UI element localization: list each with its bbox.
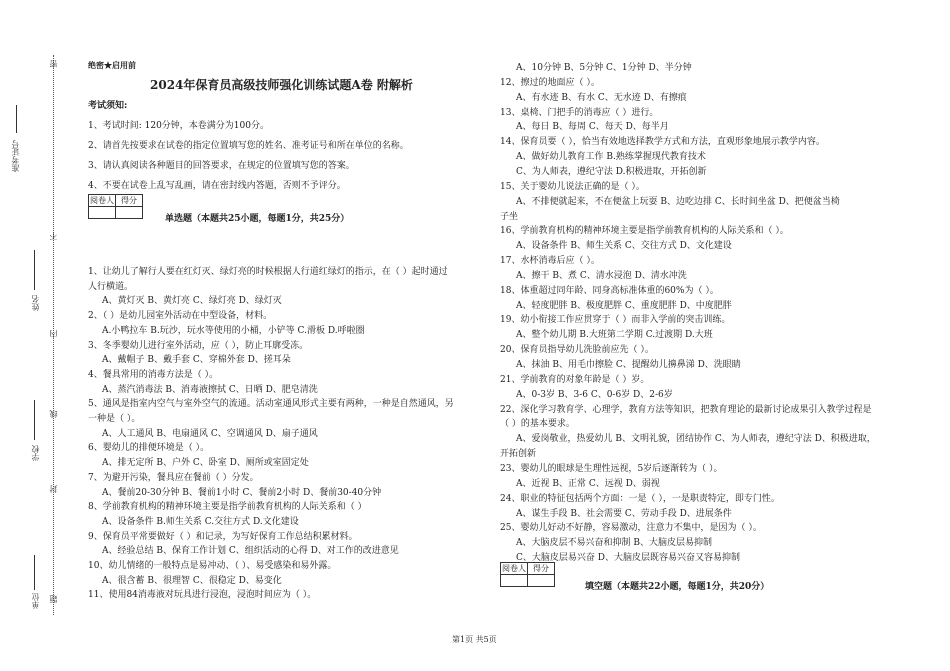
score-cell: 得分	[528, 563, 555, 575]
name-underline	[34, 250, 35, 290]
notice-heading: 考试须知:	[88, 101, 128, 111]
seal-char-4: 线	[49, 410, 58, 418]
unit-label: 单位	[31, 593, 40, 609]
page-title: 2024年保育员高级技师强化训练试题A卷 附解析	[150, 78, 413, 92]
question-line: A、蒸汽消毒法 B、消毒液擦拭 C、日晒 D、肥皂清洗	[102, 384, 318, 395]
question-line: 17、水杯消毒后应（ ）。	[500, 256, 600, 267]
notice-item: 4、不要在试卷上乱写乱画，请在密封线内答题，否则不予评分。	[88, 181, 346, 191]
school-underline	[34, 400, 35, 440]
secret-label: 绝密★启用前	[88, 60, 136, 70]
question-line: 11、使用84消毒液对玩具进行浸泡，浸泡时间应为（ ）。	[88, 590, 317, 601]
question-line: A、0-3岁 B、3-6 C、0-6岁 D、2-6岁	[516, 389, 673, 400]
grader-cell: 阅卷人	[502, 564, 526, 573]
question-line: 一种是（ ）。	[88, 414, 141, 424]
seal-char-1: 密	[49, 60, 58, 68]
question-line: A、10分钟 B、5分钟 C、1分钟 D、半分钟	[516, 63, 692, 73]
unit-underline	[34, 555, 35, 590]
page-number: 第1页 共5页	[452, 635, 497, 644]
question-line: C、为人师表，遵纪守法 D.积极进取，开拓创新	[516, 166, 707, 177]
question-line: 9、保育员平常要做好（ ）和记录，为写好保育工作总结积累材料。	[88, 531, 358, 542]
question-line: A、设备条件 B、师生关系 C、交往方式 D、文化建设	[516, 241, 732, 252]
question-line: 3、冬季婴幼儿进行室外活动，应（ ），防止耳廓受冻。	[88, 340, 309, 351]
question-line: A、大脑皮层不易兴奋和抑制 B、大脑皮层易抑制	[516, 538, 712, 549]
question-line: 22、深化学习教育学、心理学，教育方法等知识，把教育理论的最新讨论成果引入教学过程是	[500, 404, 872, 415]
question-line: A、不排便就起来，不在便盆上玩耍 B、边吃边排 C、长时间坐盆 D、把便盆当椅	[516, 196, 840, 207]
exam-no-label: 准考证号	[11, 140, 20, 172]
binding-sidebar	[0, 0, 60, 671]
question-line: A、有水迹 B、有水 C、无水迹 D、有擦痕	[516, 92, 687, 103]
question-line: 4、餐具常用的消毒方法是（ ）。	[88, 369, 219, 380]
question-line: 25、婴幼儿好动不好静，容易激动，注意力不集中，是因为（ ）。	[500, 523, 762, 534]
question-line: 1、让幼儿了解行人要在红灯灭、绿灯亮的时候根据人行道红绿灯的指示，在（ ）起时通过	[88, 267, 448, 277]
question-line: A、餐前20-30分钟 B、餐前1小时 C、餐前2小时 D、餐前30-40分钟	[102, 487, 382, 498]
question-line: 6、婴幼儿的排便环境是（ ）。	[88, 443, 210, 454]
seal-char-5: 封	[49, 485, 58, 493]
question-line: A、每日 B、每周 C、每天 D、每半月	[516, 122, 669, 133]
notice-item: 1、考试时间: 120分钟，本卷满分为100分。	[88, 121, 269, 131]
grader-cell: 阅卷人	[90, 196, 114, 205]
question-line: 19、幼小衔接工作应贯穿于（ ）而非入学前的突击训练。	[500, 315, 731, 326]
question-line: 8、学前教育机构的精神环境主要是指学前教育机构的人际关系和（ ）	[88, 502, 367, 513]
question-line: C、大脑皮层易兴奋 D、大脑皮层既容易兴奋又容易抑制	[516, 553, 740, 564]
question-line: A、整个幼儿期 B.大班第二学期 C.过渡期 D.大班	[516, 330, 713, 341]
question-line: A、排无定所 B、户外 C、卧室 D、厕所或室固定处	[102, 458, 309, 469]
score-blank	[116, 207, 143, 219]
seal-char-3: 内	[49, 330, 58, 338]
question-line: A、近视 B、正常 C、远视 D、弱视	[516, 478, 660, 489]
question-line: A、人工通风 B、电扇通风 C、空调通风 D、扇子通风	[102, 428, 318, 439]
question-line: A.小鸭拉车 B.玩沙，玩水等使用的小桶，小铲等 C.滑板 D.呼啦圈	[102, 325, 365, 336]
question-line: 21、学前教育的对象年龄是（ ）岁。	[500, 374, 650, 385]
question-line: 开拓创新	[500, 449, 537, 460]
question-line: 20、保育员指导幼儿洗脸前应先（ ）。	[500, 345, 654, 356]
question-line: 16、学前教育机构的精神环境主要是指学前教育机构的人际关系和（ ）。	[500, 226, 789, 237]
question-line: 14、保育员要（ ），恰当有效地选择教学方式和方法，直观形象地展示教学内容。	[500, 137, 825, 148]
seal-char-2: 不	[49, 232, 58, 240]
question-line: 2、（ ）是幼儿园室外活动在中型设备，材料。	[88, 311, 273, 322]
question-line: A、经验总结 B、保育工作计划 C、组织活动的心得 D、对工作的改进意见	[102, 546, 399, 557]
question-line: 子坐	[500, 211, 519, 222]
question-line: A、谋生手段 B、社会需要 C、劳动手段 D、进展条件	[516, 508, 732, 519]
seal-char-6: 题	[49, 595, 58, 603]
score-box-1	[88, 194, 143, 219]
question-line: A、做好幼儿教育工作 B.熟练掌握现代教育技术	[516, 152, 706, 163]
score-box-2	[500, 562, 555, 587]
question-line: A、很含蓄 B、很理智 C、很稳定 D、易变化	[102, 575, 282, 586]
question-line: A、擦干 B、煮 C、清水浸泡 D、清水冲洗	[516, 270, 687, 281]
question-line: 24、职业的特征包括两个方面：一是（ ），一是职责特定，即专门性。	[500, 493, 780, 504]
section1-title: 单选题（本题共25小题，每题1分，共25分）	[165, 214, 350, 224]
question-line: A、抹油 B、用毛巾擦脸 C、提醒幼儿擤鼻涕 D、洗眼睛	[516, 360, 741, 370]
question-line: A、轻度肥胖 B、极度肥胖 C、重度肥胖 D、中度肥胖	[516, 300, 732, 311]
score-blank	[528, 575, 555, 587]
notice-item: 2、请首先按要求在试卷的指定位置填写您的姓名、准考证号和所在单位的名称。	[88, 141, 409, 151]
question-line: （ ）的基本要求。	[500, 419, 575, 430]
question-line: 13、桌椅、门把手的消毒应（ ）进行。	[500, 107, 659, 118]
question-line: 15、关于婴幼儿说法正确的是（ ）。	[500, 181, 645, 192]
grader-blank	[89, 207, 116, 219]
question-line: A、黄灯灭 B、黄灯亮 C、绿灯亮 D、绿灯灭	[102, 296, 282, 307]
question-line: A、戴帽子 B、戴手套 C、穿棉外套 D、搓耳朵	[102, 355, 291, 366]
question-line: 18、体重超过同年龄、同身高标准体重的60%为（ ）。	[500, 285, 719, 296]
question-line: 人行横道。	[88, 281, 134, 292]
question-line: 7、为避开污染，餐具应在餐前（ ）分发。	[88, 472, 259, 483]
name-label: 姓名	[31, 295, 40, 311]
question-line: 12、擦过的地面应（ ）。	[500, 77, 600, 88]
notice-item: 3、请认真阅读各种题目的回答要求，在规定的位置填写您的答案。	[88, 161, 355, 171]
grader-blank	[501, 575, 528, 587]
question-line: 10、幼儿情绪的一般特点是易冲动、（ ）、易受感染和易外露。	[88, 561, 337, 571]
score-cell: 得分	[116, 195, 143, 207]
question-line: A、设备条件 B.师生关系 C.交往方式 D.文化建设	[102, 516, 299, 527]
question-line: 23、婴幼儿的眼球是生理性远视，5岁后逐渐转为（ ）。	[500, 463, 723, 474]
section2-title: 填空题（本题共22小题，每题1分，共20分）	[585, 582, 770, 592]
question-line: 5、通风是指室内空气与室外空气的流通。活动室通风形式主要有两种，一种是自然通风，另	[88, 399, 454, 410]
school-label: 学校	[31, 445, 40, 461]
exam-no-underline	[16, 105, 17, 133]
question-line: A、爱岗敬业，热爱幼儿 B、文明礼貌，团结协作 C、为人师表，遵纪守法 D、积极进取，	[516, 434, 876, 445]
